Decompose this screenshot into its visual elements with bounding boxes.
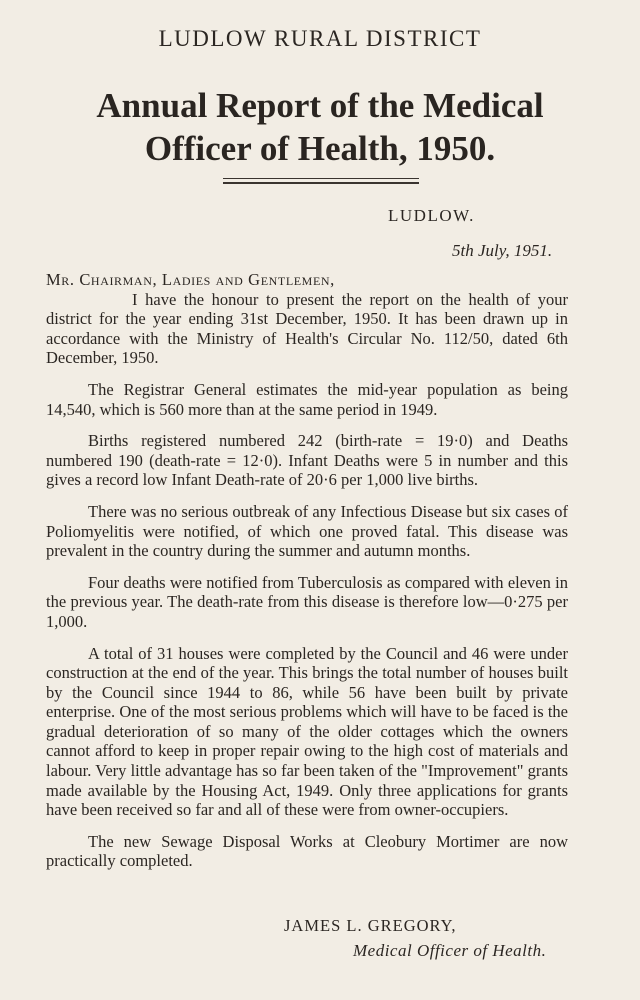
- letter-date: 5th July, 1951.: [452, 241, 553, 260]
- letter-body: [46, 270, 568, 871]
- report-title-line-2: Officer of Health, 1950.: [144, 129, 496, 168]
- paragraph-housing: A total of 31 houses were completed by the Council and 46 were under construction at the end of the year. This brings the total number of houses built by the Council since 1944 to 86, while 56 have been built by private enterprise. One of the most serious problems which will have to be faced is the gradual deterioration of so many of the older cottages which the owners cannot afford to keep in proper repair owing to the high cost of materials and labour. Very little advantage has so far been taken of the "Improvement" grants made available by the Housing Act, 1949. Only three applications for grants have been received so far and all of these were from owner-occupiers.: [46, 643, 568, 820]
- title-divider-thick: [223, 182, 419, 184]
- paragraph-introduction: I have the honour to present the report on the health of your district for the year ending 31st December, 1950. It has been drawn up in accordance with the Ministry of Health's Circular No. 112/50, dated 6th December, 1950.: [46, 289, 568, 368]
- title-divider-thin: [223, 178, 419, 179]
- district-heading: LUDLOW RURAL DISTRICT: [158, 26, 482, 51]
- paragraph-population: The Registrar General estimates the mid-year population as being 14,540, which is 560 more than at the same period in 1949.: [46, 379, 568, 419]
- paragraph-births-deaths: Births registered numbered 242 (birth-rate = 19·0) and Deaths numbered 190 (death-rate = 12·0). Infant Deaths were 5 in number and this gives a record low Infant Death-rate of 20·6 per 1,000 live births.: [46, 431, 568, 490]
- paragraph-tuberculosis: Four deaths were notified from Tuberculosis as compared with eleven in the previous year. The death-rate from this disease is therefore low—0·275 per 1,000.: [46, 572, 568, 631]
- signature-name: JAMES L. GREGORY,: [284, 916, 457, 935]
- report-title: [0, 84, 640, 170]
- paragraph-sewage: The new Sewage Disposal Works at Cleobury Mortimer are now practically completed.: [46, 831, 568, 871]
- paragraph-infectious-disease: There was no serious outbreak of any Infectious Disease but six cases of Poliomyelitis were notified, of which one proved fatal. This disease was prevalent in the country during the summer and autumn months.: [46, 501, 568, 561]
- letter-place: LUDLOW.: [388, 206, 475, 225]
- signature-title: Medical Officer of Health.: [353, 941, 547, 960]
- report-title-line-1: Annual Report of the Medical: [96, 86, 544, 125]
- salutation: Mr. Chairman, Ladies and Gentlemen,: [46, 270, 335, 289]
